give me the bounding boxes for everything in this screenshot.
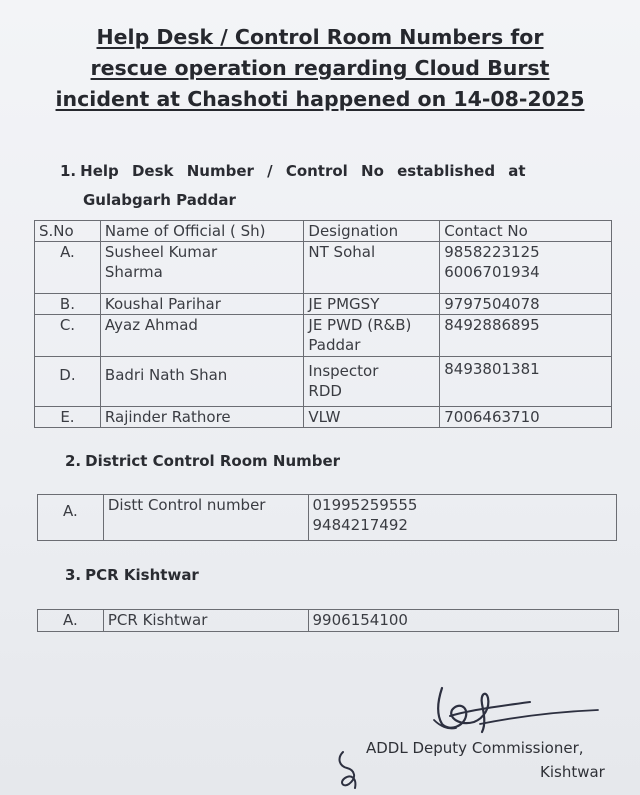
- section-3-number: 3.: [65, 566, 82, 584]
- cell-label: Distt Control number: [103, 495, 308, 541]
- cell-designation: JE PMGSY: [304, 294, 440, 315]
- cell-sno: E.: [35, 407, 101, 428]
- cell-designation: [304, 315, 440, 357]
- table-row: [38, 610, 619, 632]
- cell-sno: A.: [35, 242, 101, 294]
- cell-sno: B.: [35, 294, 101, 315]
- title-line-2: rescue operation regarding Cloud Burst: [90, 56, 550, 80]
- cell-name: [100, 242, 303, 294]
- section-2-heading: [65, 452, 340, 470]
- section-1-heading-line-2: Gulabgarh Paddar: [83, 191, 236, 209]
- helpdesk-table: [34, 220, 612, 428]
- district-control-table: [37, 494, 617, 541]
- section-1-heading: [60, 162, 526, 180]
- cell-name: Koushal Parihar: [100, 294, 303, 315]
- cell-designation: VLW: [304, 407, 440, 428]
- name-line-2: Sharma: [104, 263, 163, 281]
- cell-contact: [308, 495, 617, 541]
- contact-line-1: 9858223125: [444, 243, 540, 261]
- cell-name: Rajinder Rathore: [100, 407, 303, 428]
- table-row: [35, 294, 612, 315]
- contact-line-2: 6006701934: [444, 263, 540, 281]
- section-2-heading-text: District Control Room Number: [85, 452, 341, 470]
- cell-contact: 7006463710: [440, 407, 612, 428]
- designation-line-1: JE PWD (R&B): [308, 316, 412, 334]
- section-1-heading-text: Help Desk Number / Control No established at: [80, 162, 526, 180]
- cell-sno: C.: [35, 315, 101, 357]
- cell-contact: 8492886895: [440, 315, 612, 357]
- signatory-place: Kishtwar: [540, 763, 605, 781]
- cell-designation: NT Sohal: [304, 242, 440, 294]
- pcr-table: [37, 609, 619, 632]
- cell-designation: [304, 357, 440, 407]
- table-row: [38, 495, 617, 541]
- name-line-1: Susheel Kumar: [104, 243, 218, 261]
- table-row: [35, 357, 612, 407]
- cell-name: Badri Nath Shan: [100, 357, 303, 407]
- table-header-row: [35, 221, 612, 242]
- table-row: [35, 242, 612, 294]
- initials-scribble: [333, 748, 365, 792]
- designation-line-1: Inspector: [308, 362, 379, 380]
- cell-sno: D.: [35, 357, 101, 407]
- table-row: [35, 315, 612, 357]
- header-name: Name of Official ( Sh): [100, 221, 303, 242]
- section-2-number: 2.: [65, 452, 82, 470]
- cell-sno: A.: [38, 495, 104, 541]
- section-3-heading-text: PCR Kishtwar: [85, 566, 199, 584]
- section-3-heading: [65, 566, 199, 584]
- cell-contact: 9797504078: [440, 294, 612, 315]
- cell-name: Ayaz Ahmad: [100, 315, 303, 357]
- header-contact: Contact No: [440, 221, 612, 242]
- title-line-3: incident at Chashoti happened on 14-08-2025: [55, 87, 585, 111]
- section-1-number: 1.: [60, 162, 77, 180]
- cell-contact: 9906154100: [308, 610, 618, 632]
- cell-contact: [440, 242, 612, 294]
- cell-sno: A.: [38, 610, 104, 632]
- cell-contact: 8493801381: [440, 357, 612, 407]
- header-designation: Designation: [304, 221, 440, 242]
- table-row: [35, 407, 612, 428]
- designation-line-2: RDD: [308, 382, 342, 400]
- designation-line-2: Paddar: [308, 336, 361, 354]
- contact-line-2: 9484217492: [312, 516, 408, 534]
- title-line-1: Help Desk / Control Room Numbers for: [96, 25, 544, 49]
- cell-label: PCR Kishtwar: [103, 610, 308, 632]
- header-sno: S.No: [35, 221, 101, 242]
- contact-line-1: 01995259555: [312, 496, 418, 514]
- signatory-designation: ADDL Deputy Commissioner,: [366, 739, 584, 757]
- document-title: [30, 22, 610, 115]
